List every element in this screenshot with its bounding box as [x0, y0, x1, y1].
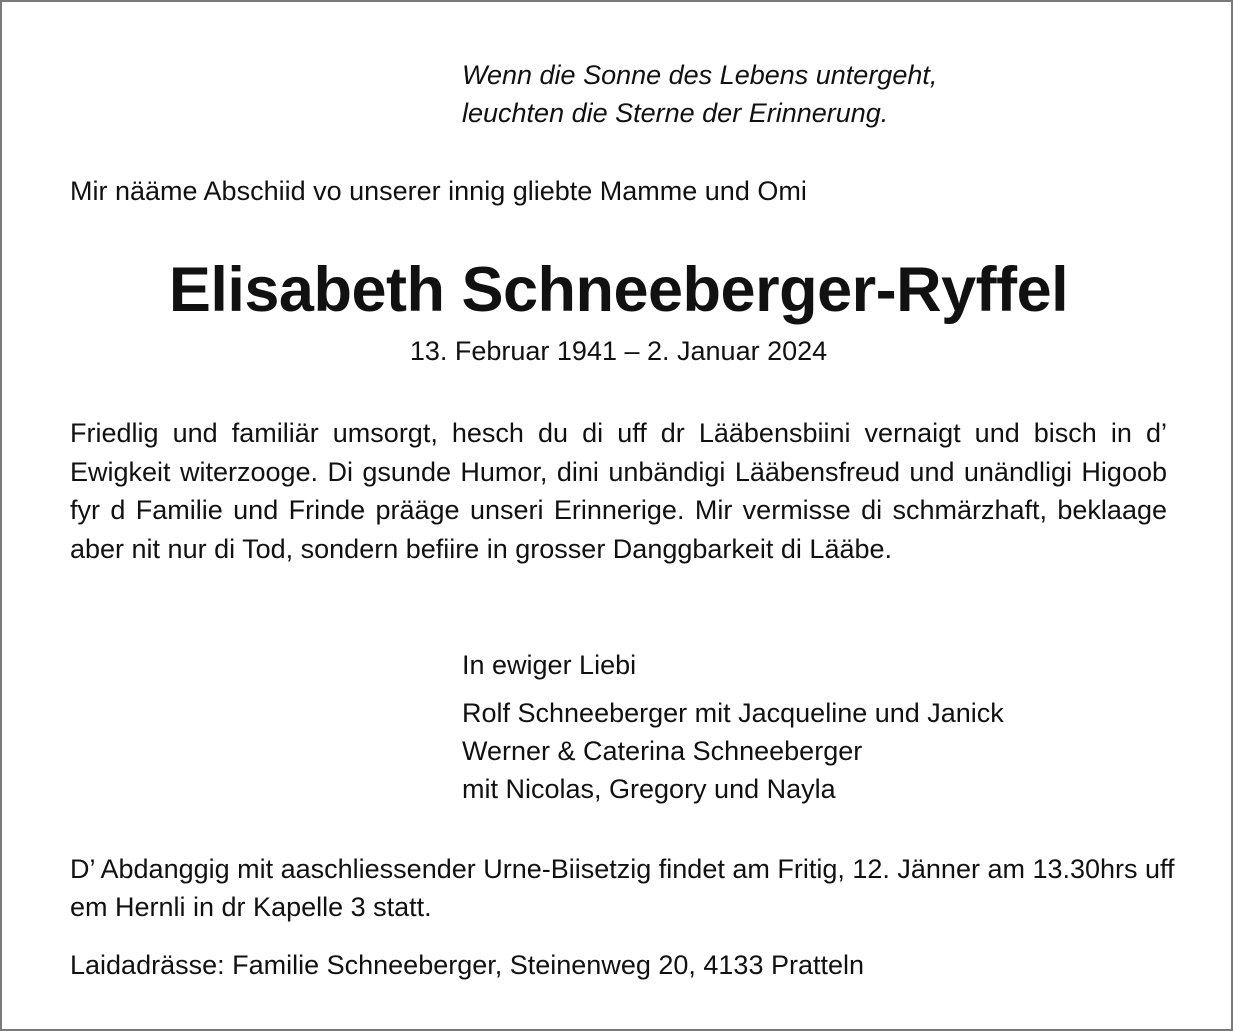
service-info: D’ Abdanggig mit aaschliessender Urne-Biisetzig findet am Fritig, 12. Jänner am 13.30hrs uff em Hernli in dr Kapelle 3 statt. — [70, 854, 1175, 922]
mourner-line: Rolf Schneeberger mit Jacqueline und Janick — [462, 698, 1004, 728]
tribute-paragraph: Friedlig und familiär umsorgt, hesch du di uff dr Lääbensbiini vernaigt und bisch in d’ Ewigkeit witerzooge. Di gsunde Humor, dini unbändigi Lääbensfreud und unändligi Higoob fyr d Familie und Frinde prääge unseri Erinnerige. Mir vermisse di schmärzhaft, beklaage aber nit nur di Tod, sondern befiire in grosser Danggbarkeit di Lääbe. — [70, 418, 1167, 564]
intro-text: Mir nääme Abschiid vo unserer innig gliebte Mamme und Omi — [70, 176, 807, 206]
mourner-line: Werner & Caterina Schneeberger — [462, 736, 863, 766]
motto-line-2: leuchten die Sterne der Erinnerung. — [462, 98, 889, 128]
signoff-text: In ewiger Liebi — [462, 650, 637, 680]
mourner-line: mit Nicolas, Gregory und Nayla — [462, 774, 836, 804]
mourning-address: Laidadrässe: Familie Schneeberger, Steinenweg 20, 4133 Pratteln — [70, 950, 865, 980]
life-dates: 13. Februar 1941 – 2. Januar 2024 — [409, 336, 828, 366]
mourners-list — [462, 694, 1004, 808]
motto-quote — [462, 56, 937, 132]
motto-line-1: Wenn die Sonne des Lebens untergeht, — [462, 60, 938, 90]
deceased-name: Elisabeth Schneeberger-Ryffel — [168, 255, 1069, 325]
